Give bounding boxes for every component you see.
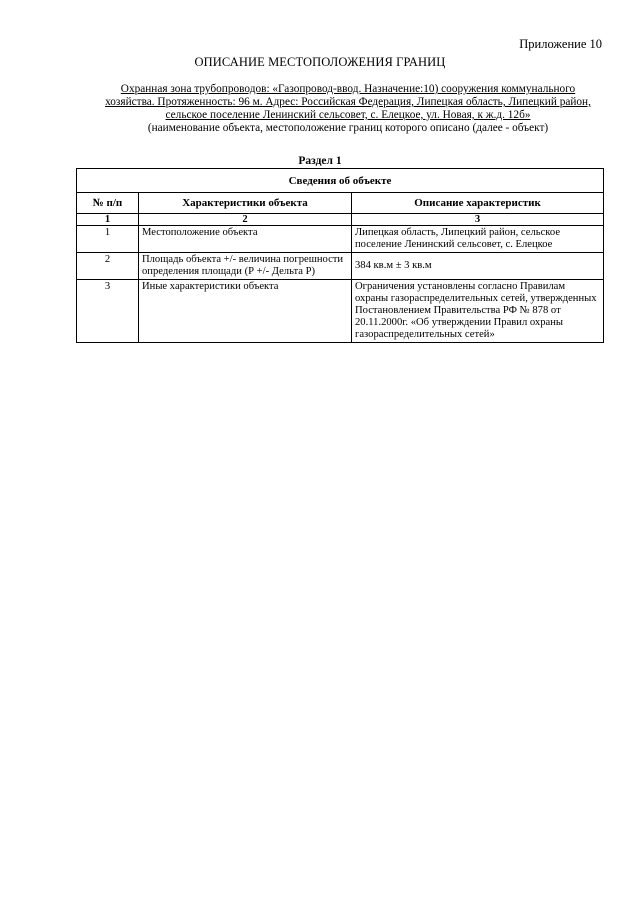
table-row (77, 280, 604, 343)
object-line: хозяйства. Протяженность: 96 м. Адрес: Российская Федерация, Липецкая область, Липецкий район, (105, 96, 591, 108)
table-title: Сведения об объекте (77, 169, 604, 193)
table-header-row (77, 193, 604, 214)
column-header-number: № п/п (77, 193, 139, 214)
object-description (88, 83, 608, 135)
table-row (77, 226, 604, 253)
table-title-row (77, 169, 604, 193)
column-header-description: Описание характеристик (352, 193, 604, 214)
object-line: Охранная зона трубопроводов: «Газопровод-ввод. Назначение:10) сооружения коммунального (120, 83, 576, 95)
row-number: 3 (77, 280, 139, 343)
row-description: 384 кв.м ± 3 кв.м (352, 253, 604, 280)
table-row (77, 253, 604, 280)
row-characteristic: Площадь объекта +/- величина погрешности определения площади (Р +/- Дельта Р) (139, 253, 352, 280)
row-characteristic: Иные характеристики объекта (139, 280, 352, 343)
document-title: ОПИСАНИЕ МЕСТОПОЛОЖЕНИЯ ГРАНИЦ (194, 55, 446, 69)
column-number: 3 (352, 214, 604, 226)
column-header-characteristic: Характеристики объекта (139, 193, 352, 214)
row-description: Липецкая область, Липецкий район, сельское поселение Ленинский сельсовет, с. Елецкое (352, 226, 604, 253)
object-info-table (76, 168, 604, 343)
column-number: 1 (77, 214, 139, 226)
section-title: Раздел 1 (298, 155, 342, 167)
row-description: Ограничения установлены согласно Правилам охраны газораспределительных сетей, утвержденных Постановлением Правительства РФ № 878 от 20.11.2000г. «Об утверждении Правил охраны газораспределительных сетей» (352, 280, 604, 343)
object-line: сельское поселение Ленинский сельсовет, с. Елецкое, ул. Новая, к ж.д. 12б» (165, 109, 531, 121)
object-caption: (наименование объекта, местоположение границ которого описано (далее - объект) (147, 122, 549, 134)
row-number: 2 (77, 253, 139, 280)
column-number: 2 (139, 214, 352, 226)
row-characteristic: Местоположение объекта (139, 226, 352, 253)
row-number: 1 (77, 226, 139, 253)
column-number-row (77, 214, 604, 226)
annex-label: Приложение 10 (519, 37, 602, 51)
